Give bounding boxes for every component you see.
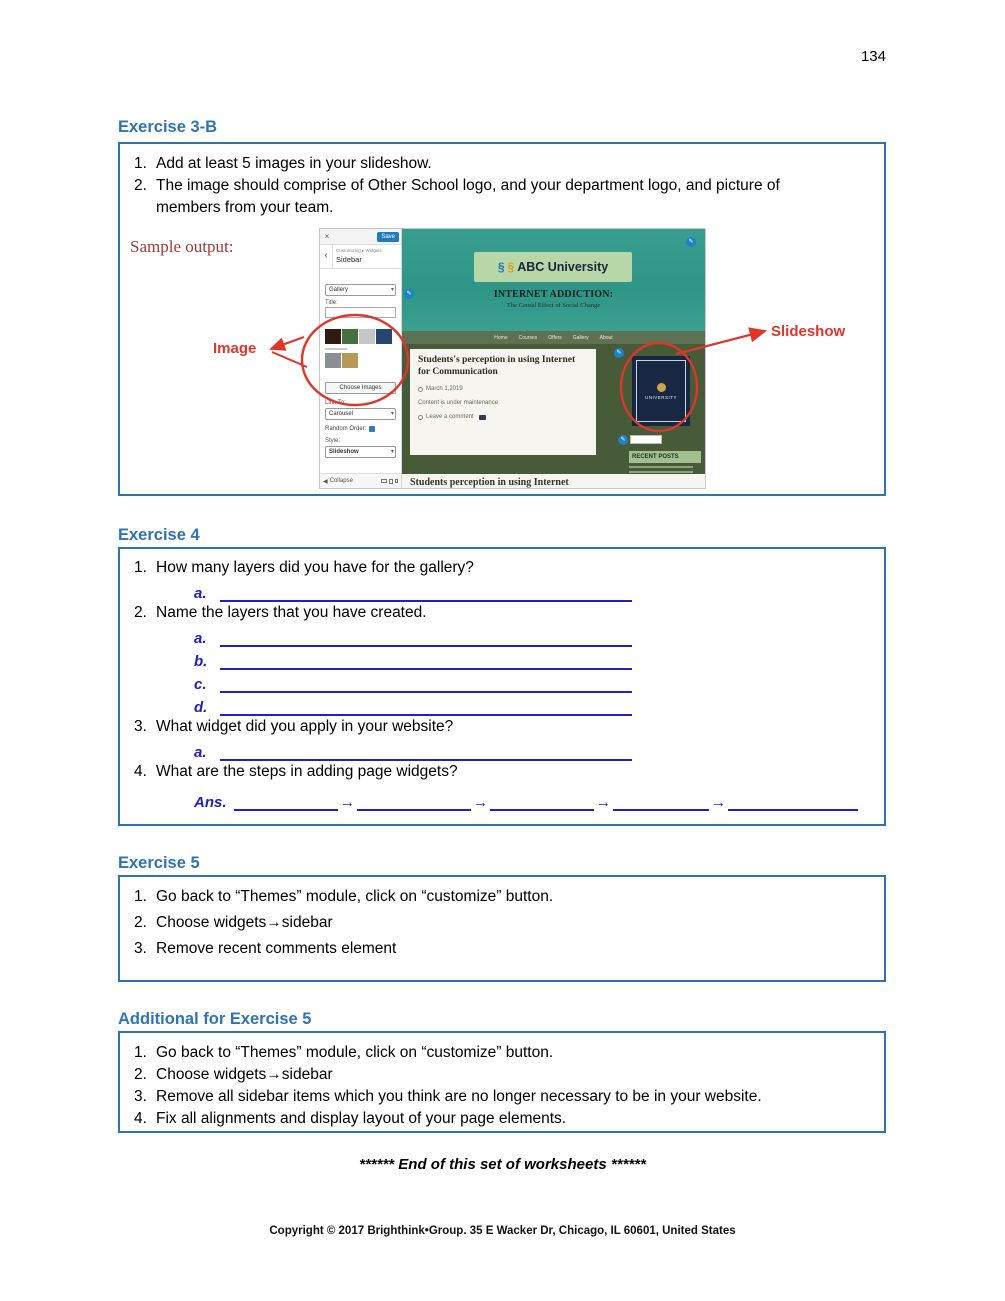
post-note-row xyxy=(418,400,588,406)
list-item xyxy=(134,912,880,934)
exercise-5-heading: Exercise 5 xyxy=(118,854,200,872)
choose-images-button[interactable]: Choose Images xyxy=(325,382,396,394)
list-number: 3. xyxy=(134,1088,147,1105)
recent-posts-heading: RECENT POSTS xyxy=(629,451,701,463)
list-text: Choose widgets→sidebar xyxy=(156,914,333,931)
answer-letter: b. xyxy=(194,653,208,670)
question-row xyxy=(134,716,880,738)
post-card xyxy=(410,349,596,455)
chevron-down-icon: ▾ xyxy=(390,449,394,455)
gallery-thumbnail[interactable] xyxy=(325,329,341,344)
question-text: How many layers did you have for the gallery? xyxy=(156,559,474,576)
question-row xyxy=(134,761,880,783)
title-label: Title: xyxy=(325,300,338,306)
answer-blank-line[interactable] xyxy=(220,654,632,670)
panel-body xyxy=(320,284,401,458)
answer-blank-row xyxy=(134,624,880,647)
customizer-topbar xyxy=(320,229,401,245)
edit-pencil-icon[interactable]: ✎ xyxy=(618,435,628,445)
device-preview-icons xyxy=(381,479,398,484)
list-text: Go back to “Themes” module, click on “customize” button. xyxy=(156,888,554,905)
panel-header xyxy=(320,245,401,269)
nav-item[interactable]: Gallery xyxy=(572,334,589,341)
panel-titles xyxy=(333,245,385,268)
panel-footer xyxy=(320,473,401,488)
end-of-worksheets-note: ****** End of this set of worksheets ****** xyxy=(359,1156,646,1173)
exercise-3b-list xyxy=(120,144,884,219)
image-annotation-label: Image xyxy=(213,340,257,357)
ans-label: Ans. xyxy=(194,794,227,811)
link-to-label: Link To: xyxy=(325,400,346,406)
gallery-thumbnail[interactable] xyxy=(359,329,375,344)
site-hero xyxy=(402,229,705,331)
phone-icon[interactable] xyxy=(395,479,398,483)
breadcrumb: Customizing ▸ Widgets xyxy=(336,248,382,253)
answer-steps-row xyxy=(134,785,880,811)
nav-item[interactable]: Offers xyxy=(548,334,562,341)
list-item xyxy=(134,175,880,219)
random-order-label: Random Order: xyxy=(325,426,367,432)
random-order-checkbox[interactable] xyxy=(369,426,375,432)
comment-count-badge xyxy=(479,415,486,420)
question-row xyxy=(134,602,880,624)
step-arrow-icon: → xyxy=(473,794,488,811)
panel-title: Sidebar xyxy=(336,255,362,264)
answer-blank-line[interactable] xyxy=(220,700,632,716)
next-post-strip: Students perception in using Internet xyxy=(402,474,705,488)
list-text: Go back to “Themes” module, click on “customize” button. xyxy=(156,1044,554,1061)
collapse-arrow-icon: ◀ xyxy=(323,478,328,485)
question-row xyxy=(134,557,880,579)
select-value: Slideshow xyxy=(329,449,359,455)
list-number: 2. xyxy=(134,914,147,931)
list-text: Fix all alignments and display layout of your page elements. xyxy=(156,1110,567,1127)
answer-letter: c. xyxy=(194,676,207,693)
save-button[interactable]: Save xyxy=(377,232,399,242)
close-icon[interactable]: × xyxy=(324,232,330,241)
collapse-button[interactable]: Collapse xyxy=(329,478,353,484)
gallery-thumbnail[interactable] xyxy=(342,353,358,368)
exercise-3b-box xyxy=(118,142,886,496)
site-title-band xyxy=(474,252,632,282)
link-to-select[interactable] xyxy=(325,408,396,420)
clock-icon xyxy=(418,387,423,392)
list-number: 1. xyxy=(134,888,147,905)
answer-blank-line[interactable] xyxy=(613,795,709,811)
answer-blank-line[interactable] xyxy=(728,795,858,811)
gallery-thumbnail[interactable] xyxy=(342,329,358,344)
list-number: 1. xyxy=(134,1044,147,1061)
site-subheadline: The Causal Effect of Social Change xyxy=(506,302,601,309)
list-text: The image should comprise of Other School logo, and your department logo, and picture of members from your team. xyxy=(156,177,780,216)
list-item xyxy=(134,1086,880,1108)
list-text: Remove recent comments element xyxy=(156,940,397,957)
exercise-3b-heading: Exercise 3-B xyxy=(118,118,218,136)
site-logo-icon: § xyxy=(507,260,515,274)
list-text: Choose widgets→sidebar xyxy=(156,1066,333,1083)
post-date: March 1,2019 xyxy=(426,386,463,392)
copyright-footer: Copyright © 2017 Brighthink•Group. 35 E Wacker Dr, Chicago, IL 60601, United States xyxy=(269,1225,736,1237)
desktop-icon[interactable] xyxy=(381,479,387,483)
person-icon xyxy=(418,415,423,420)
question-number: 3. xyxy=(134,718,147,735)
additional-exercise-5-heading: Additional for Exercise 5 xyxy=(118,1010,312,1028)
sample-output-label: Sample output: xyxy=(130,237,234,256)
post-date-row xyxy=(418,386,588,392)
list-item xyxy=(134,938,880,960)
university-logo-text: UNIVERSITY xyxy=(644,394,677,400)
exercise-4-heading: Exercise 4 xyxy=(118,526,200,544)
answer-blank-row xyxy=(134,647,880,670)
step-arrow-icon: → xyxy=(340,794,355,811)
chevron-down-icon: ▾ xyxy=(390,287,394,293)
exercise-5-box xyxy=(118,875,886,982)
university-logo-frame xyxy=(636,360,686,422)
list-number: 4. xyxy=(134,1110,147,1127)
question-text: Name the layers that you have created. xyxy=(156,604,427,621)
question-text: What are the steps in adding page widgets? xyxy=(156,763,458,780)
site-headline: INTERNET ADDICTION: xyxy=(493,289,614,300)
step-arrow-icon: → xyxy=(711,794,726,811)
university-logo-widget xyxy=(632,356,690,426)
answer-blank-line[interactable] xyxy=(220,631,632,647)
post-comment-link[interactable]: Leave a comment xyxy=(426,414,474,420)
style-select[interactable] xyxy=(325,446,396,458)
image-annotation-arrow-line xyxy=(272,352,307,367)
list-text: Add at least 5 images in your slideshow. xyxy=(156,155,432,172)
answer-blank-line[interactable] xyxy=(234,795,338,811)
answer-blank-line[interactable] xyxy=(490,795,594,811)
edit-pencil-icon[interactable]: ✎ xyxy=(686,237,696,247)
search-input[interactable] xyxy=(630,435,662,444)
gallery-thumbnail[interactable] xyxy=(325,353,341,368)
random-order-row xyxy=(325,426,396,432)
nav-item[interactable]: About xyxy=(599,334,613,341)
additional-exercise-5-box xyxy=(118,1031,886,1133)
question-number: 1. xyxy=(134,559,147,576)
list-item xyxy=(134,153,880,175)
university-crest-icon xyxy=(657,383,666,392)
exercise-4-box xyxy=(118,547,886,826)
gallery-select[interactable] xyxy=(325,284,396,296)
customizer-panel xyxy=(320,229,402,488)
answer-letter: a. xyxy=(194,630,207,647)
post-title: Students's perception in using Internet for Communication xyxy=(418,355,576,377)
answer-blank-row xyxy=(134,579,880,602)
chevron-down-icon: ▾ xyxy=(390,411,394,417)
thumbnail-caption-placeholder xyxy=(325,345,395,352)
post-note: Content is under maintenance xyxy=(418,400,499,406)
question-number: 4. xyxy=(134,763,147,780)
list-item xyxy=(134,886,880,908)
answer-blank-line[interactable] xyxy=(220,745,632,761)
list-number: 2. xyxy=(134,1066,147,1083)
answer-blank-line[interactable] xyxy=(220,586,632,602)
edit-pencil-icon[interactable]: ✎ xyxy=(404,289,414,299)
page-number: 134 xyxy=(860,48,886,65)
site-nav xyxy=(402,331,705,344)
slideshow-annotation-label: Slideshow xyxy=(771,323,846,340)
list-item xyxy=(134,1042,880,1064)
select-value: Carousel xyxy=(329,411,354,417)
question-number: 2. xyxy=(134,604,147,621)
select-value: Gallery xyxy=(329,287,349,293)
answer-letter: d. xyxy=(194,699,208,716)
list-number: 2. xyxy=(134,177,147,194)
customizer-screenshot xyxy=(320,229,705,488)
nav-item[interactable]: Home xyxy=(494,334,508,341)
site-preview xyxy=(402,229,705,488)
site-title: ABC University xyxy=(517,260,609,274)
style-label: Style: xyxy=(325,438,341,444)
answer-blank-line[interactable] xyxy=(357,795,471,811)
list-text: Remove all sidebar items which you think are no longer necessary to be in your website. xyxy=(156,1088,762,1105)
edit-pencil-icon[interactable]: ✎ xyxy=(614,348,624,358)
nav-item[interactable]: Courses xyxy=(518,334,538,341)
question-text: What widget did you apply in your website? xyxy=(156,718,454,735)
answer-blank-row xyxy=(134,738,880,761)
back-chevron-icon[interactable]: ‹ xyxy=(320,245,333,268)
gallery-thumbnails[interactable] xyxy=(325,329,395,368)
post-comment-row xyxy=(418,414,588,420)
answer-blank-row xyxy=(134,670,880,693)
list-number: 3. xyxy=(134,940,147,957)
gallery-thumbnail[interactable] xyxy=(376,329,392,344)
list-item xyxy=(134,1064,880,1086)
answer-letter: a. xyxy=(194,744,207,761)
image-annotation-arrow xyxy=(271,337,304,349)
title-input[interactable] xyxy=(325,307,396,318)
step-arrow-icon: → xyxy=(596,794,611,811)
answer-blank-line[interactable] xyxy=(220,677,632,693)
tablet-icon[interactable] xyxy=(389,479,393,484)
site-logo-icon: § xyxy=(497,260,505,274)
list-item xyxy=(134,1108,880,1130)
answer-letter: a. xyxy=(194,585,207,602)
answer-blank-row xyxy=(134,693,880,716)
list-number: 1. xyxy=(134,155,147,172)
